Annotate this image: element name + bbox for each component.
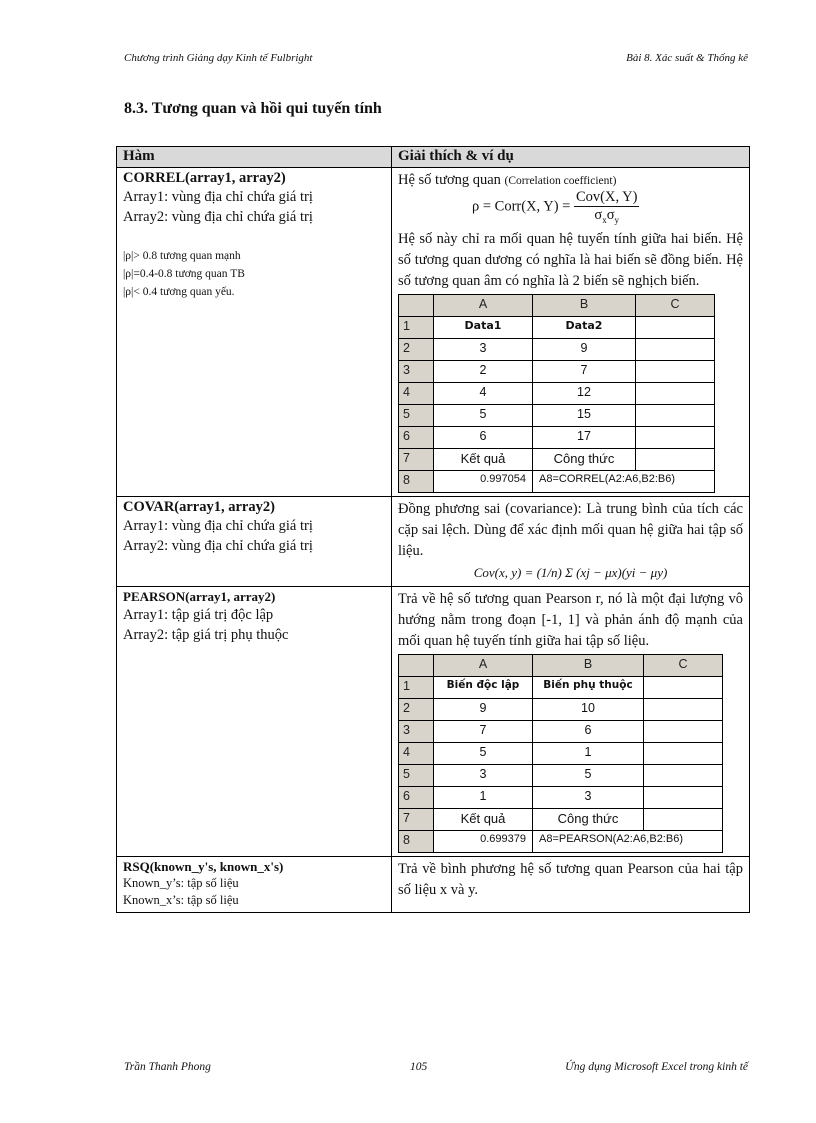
cell: 17 bbox=[533, 426, 636, 448]
footer-page-number: 105 bbox=[410, 1061, 428, 1073]
covar-name: COVAR(array1, array2) bbox=[123, 498, 275, 515]
rsq-cell bbox=[117, 856, 392, 912]
cell bbox=[644, 720, 723, 742]
row-number: 4 bbox=[399, 742, 434, 764]
row-number: 2 bbox=[399, 698, 434, 720]
cell bbox=[644, 742, 723, 764]
cell: Kết quả bbox=[434, 448, 533, 470]
table-row bbox=[399, 316, 715, 338]
pearson-name: PEARSON(array1, array2) bbox=[123, 588, 276, 604]
correl-formula bbox=[398, 189, 743, 225]
row-number: 7 bbox=[399, 448, 434, 470]
correl-arg2: Array2: vùng địa chỉ chứa giá trị bbox=[123, 209, 313, 225]
cell: 3 bbox=[434, 338, 533, 360]
table-row-pearson bbox=[117, 586, 750, 856]
rsq-arg1: Known_y’s: tập số liệu bbox=[123, 875, 239, 890]
cell: 0.699379 bbox=[434, 830, 533, 852]
correl-title-en: (Correlation coefficient) bbox=[504, 175, 617, 187]
row-number: 4 bbox=[399, 382, 434, 404]
pearson-arg1: Array1: tập giá trị độc lập bbox=[123, 606, 274, 623]
pearson-spreadsheet bbox=[398, 654, 723, 853]
table-row bbox=[399, 830, 723, 852]
correl-arg1: Array1: vùng địa chỉ chứa giá trị bbox=[123, 189, 313, 205]
cell: 10 bbox=[533, 698, 644, 720]
correl-formula-num: Cov(X, Y) bbox=[575, 189, 638, 205]
cell: A8=CORREL(A2:A6,B2:B6) bbox=[533, 470, 715, 492]
cell bbox=[644, 808, 723, 830]
cell: 9 bbox=[434, 698, 533, 720]
cell: 1 bbox=[533, 742, 644, 764]
covar-formula: Cov(x, y) = (1/n) Σ (xj − μx)(yi − μy) bbox=[473, 564, 668, 580]
footer-book-title: Ứng dụng Microsoft Excel trong kinh tế bbox=[565, 1061, 748, 1073]
cell: 7 bbox=[434, 720, 533, 742]
cell: A8=PEARSON(A2:A6,B2:B6) bbox=[533, 830, 723, 852]
cell: 4 bbox=[434, 382, 533, 404]
covar-arg1: Array1: vùng địa chỉ chứa giá trị bbox=[123, 517, 313, 534]
rsq-name: RSQ(known_y's, known_x's) bbox=[123, 858, 284, 874]
correl-note-strong: |ρ|> 0.8 tương quan mạnh bbox=[123, 250, 241, 262]
cell bbox=[636, 316, 715, 338]
sheet-col-headers bbox=[399, 294, 715, 316]
cell: Công thức bbox=[533, 448, 636, 470]
correl-explanation bbox=[392, 168, 750, 497]
cell bbox=[636, 360, 715, 382]
table-row bbox=[399, 786, 723, 808]
cell: 15 bbox=[533, 404, 636, 426]
row-number: 8 bbox=[399, 470, 434, 492]
correl-cell bbox=[117, 168, 392, 497]
sheet-col-headers bbox=[399, 654, 723, 676]
col-header-function: Hàm bbox=[117, 147, 392, 168]
cell: 7 bbox=[533, 360, 636, 382]
covar-explanation bbox=[392, 496, 750, 586]
cell: 5 bbox=[434, 404, 533, 426]
header-right: Bài 8. Xác suất & Thống kê bbox=[626, 52, 748, 64]
sheet-col-a: A bbox=[434, 654, 533, 676]
cell: 5 bbox=[533, 764, 644, 786]
rsq-arg2: Known_x’s: tập số liệu bbox=[123, 892, 239, 907]
sheet-col-a: A bbox=[434, 294, 533, 316]
rsq-explanation bbox=[392, 856, 750, 912]
table-row bbox=[399, 426, 715, 448]
table-row-rsq bbox=[117, 856, 750, 912]
header-left: Chương trình Giảng dạy Kinh tế Fulbright bbox=[124, 52, 313, 64]
correl-formula-fraction bbox=[574, 189, 639, 225]
functions-table bbox=[116, 146, 750, 913]
cell: Biến độc lập bbox=[434, 676, 533, 698]
footer-author: Trần Thanh Phong bbox=[124, 1061, 211, 1073]
rsq-description: Trả về bình phương hệ số tương quan Pearson của hai tập số liệu x và y. bbox=[398, 860, 743, 898]
cell: 1 bbox=[434, 786, 533, 808]
cell bbox=[636, 338, 715, 360]
row-number: 7 bbox=[399, 808, 434, 830]
cell: 9 bbox=[533, 338, 636, 360]
correl-formula-den: $\sigma_x\sigma_y$ bbox=[594, 207, 620, 225]
table-row-correl bbox=[117, 168, 750, 497]
cell bbox=[644, 764, 723, 786]
cell: 6 bbox=[533, 720, 644, 742]
table-row bbox=[399, 448, 715, 470]
table-row bbox=[399, 742, 723, 764]
table-row bbox=[399, 338, 715, 360]
cell: Công thức bbox=[533, 808, 644, 830]
sheet-col-c: C bbox=[644, 654, 723, 676]
correl-title-vi: Hệ số tương quan bbox=[398, 172, 501, 188]
table-row bbox=[399, 698, 723, 720]
table-row bbox=[399, 404, 715, 426]
pearson-arg2: Array2: tập giá trị phụ thuộc bbox=[123, 626, 289, 643]
sheet-corner bbox=[399, 294, 434, 316]
row-number: 1 bbox=[399, 316, 434, 338]
cell: Biến phụ thuộc bbox=[533, 676, 644, 698]
correl-spreadsheet bbox=[398, 294, 715, 493]
cell bbox=[636, 382, 715, 404]
cell: 2 bbox=[434, 360, 533, 382]
table-row bbox=[399, 470, 715, 492]
cell: Data2 bbox=[533, 316, 636, 338]
sheet-corner bbox=[399, 654, 434, 676]
correl-formula-lhs: ρ = Corr(X, Y) = bbox=[472, 198, 571, 215]
cell bbox=[636, 404, 715, 426]
cell bbox=[636, 426, 715, 448]
row-number: 6 bbox=[399, 786, 434, 808]
table-row bbox=[399, 764, 723, 786]
row-number: 8 bbox=[399, 830, 434, 852]
correl-title bbox=[398, 170, 743, 191]
pearson-explanation bbox=[392, 586, 750, 856]
cell bbox=[636, 448, 715, 470]
cell: 3 bbox=[434, 764, 533, 786]
row-number: 5 bbox=[399, 404, 434, 426]
row-number: 3 bbox=[399, 720, 434, 742]
cell: 0.997054 bbox=[434, 470, 533, 492]
table-row bbox=[399, 676, 723, 698]
col-header-explanation: Giải thích & ví dụ bbox=[392, 147, 750, 168]
cell bbox=[644, 786, 723, 808]
correl-name: CORREL(array1, array2) bbox=[123, 170, 286, 186]
covar-arg2: Array2: vùng địa chỉ chứa giá trị bbox=[123, 537, 313, 554]
correl-note-weak: |ρ|< 0.4 tương quan yếu. bbox=[123, 286, 235, 298]
pearson-description: Trả về hệ số tương quan Pearson r, nó là một đại lượng vô hướng nằm trong đoạn [-1, 1] và phản ánh độ mạnh của mối quan hệ tuyến tính giữa hai tập số liệu. bbox=[398, 590, 743, 649]
cell: 5 bbox=[434, 742, 533, 764]
correl-description: Hệ số này chỉ ra mối quan hệ tuyến tính giữa hai biến. Hệ số tương quan dương có nghĩa là hai biến sẽ đồng biến. Hệ số tương quan âm có nghĩa là 2 biến sẽ nghịch biến. bbox=[398, 230, 743, 289]
sheet-col-c: C bbox=[636, 294, 715, 316]
covar-description: Đồng phương sai (covariance): Là trung bình của tích các cặp sai lệch. Dùng để xác định mối quan hệ giữa hai tập số liệu. bbox=[398, 500, 743, 559]
row-number: 6 bbox=[399, 426, 434, 448]
correl-note-medium: |ρ|=0.4-0.8 tương quan TB bbox=[123, 268, 245, 280]
cell: 6 bbox=[434, 426, 533, 448]
table-row bbox=[399, 808, 723, 830]
table-row-covar bbox=[117, 496, 750, 586]
row-number: 5 bbox=[399, 764, 434, 786]
cell bbox=[644, 676, 723, 698]
table-row bbox=[399, 720, 723, 742]
sheet-col-b: B bbox=[533, 294, 636, 316]
table-row bbox=[399, 360, 715, 382]
section-title: 8.3. Tương quan và hồi qui tuyến tính bbox=[124, 100, 382, 117]
cell bbox=[644, 698, 723, 720]
cell: Data1 bbox=[434, 316, 533, 338]
sheet-col-b: B bbox=[533, 654, 644, 676]
table-row bbox=[399, 382, 715, 404]
cell: 12 bbox=[533, 382, 636, 404]
table-header-row bbox=[117, 147, 750, 168]
row-number: 1 bbox=[399, 676, 434, 698]
row-number: 2 bbox=[399, 338, 434, 360]
row-number: 3 bbox=[399, 360, 434, 382]
covar-cell bbox=[117, 496, 392, 586]
pearson-cell bbox=[117, 586, 392, 856]
cell: 3 bbox=[533, 786, 644, 808]
cell: Kết quả bbox=[434, 808, 533, 830]
